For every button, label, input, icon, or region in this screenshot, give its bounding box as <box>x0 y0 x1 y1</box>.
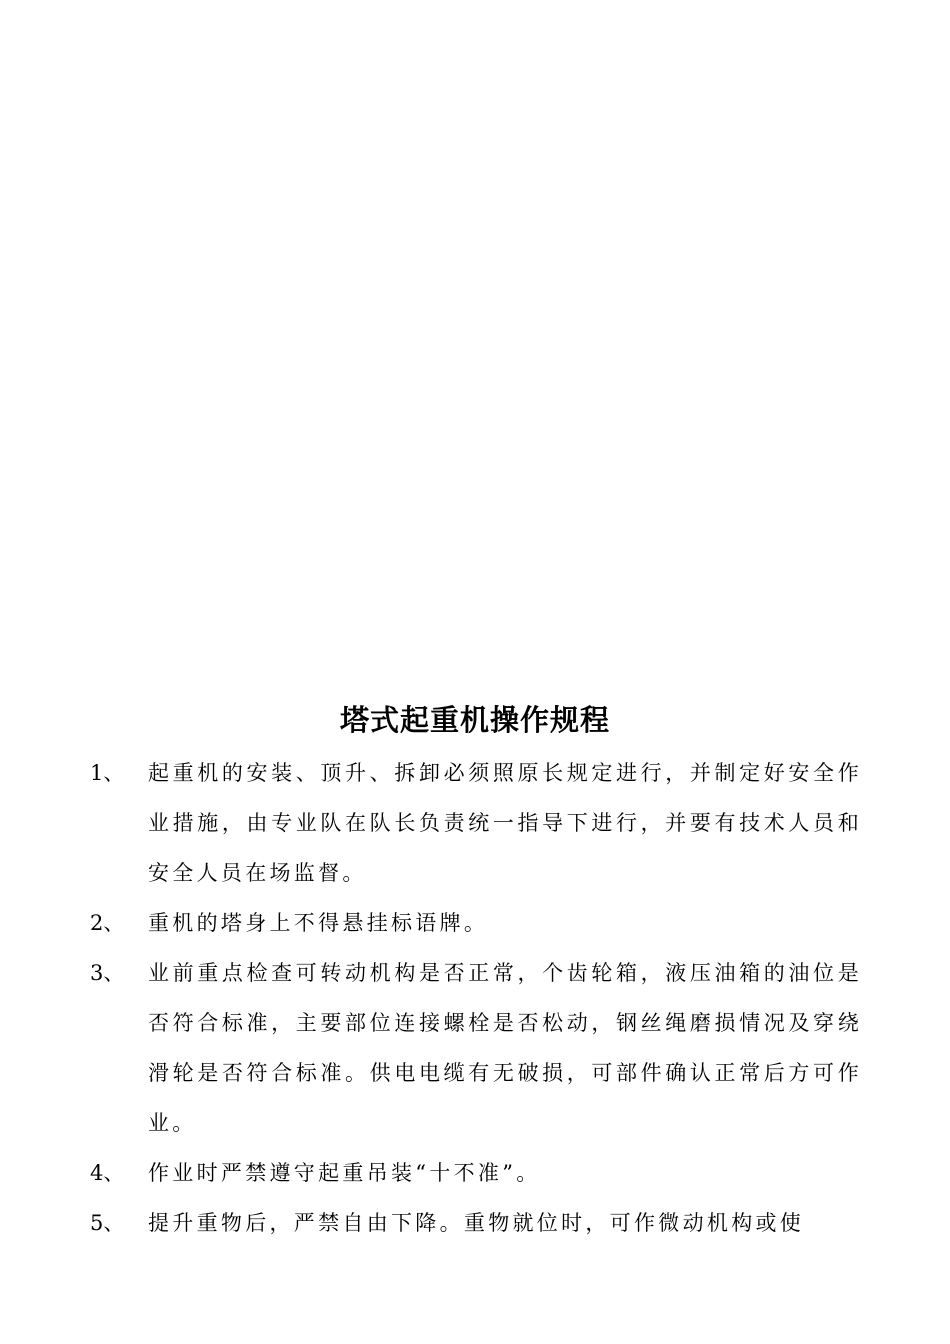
rule-text: 重机的塔身上不得悬挂标语牌。 <box>148 911 489 935</box>
rule-number: 3、 <box>90 961 125 985</box>
rule-item-5 <box>90 1198 862 1248</box>
rule-item-2 <box>90 898 862 948</box>
document-title: 塔式起重机操作规程 <box>339 703 610 737</box>
rule-item-1 <box>90 748 862 898</box>
rule-text: 作业时严禁遵守起重吊装“十不准”。 <box>148 1161 541 1185</box>
rule-number: 5、 <box>90 1211 125 1235</box>
rule-number: 4、 <box>90 1161 125 1185</box>
rule-text: 提升重物后，严禁自由下降。重物就位时，可作微动机构或使 <box>148 1211 805 1235</box>
rule-text: 业前重点检查可转动机构是否正常，个齿轮箱，液压油箱的油位是否符合标准，主要部位连接螺栓是否松动，钢丝绳磨损情况及穿绕滑轮是否符合标准。供电电缆有无破损，可部件确认正常后方可作业。 <box>148 961 862 1135</box>
rule-number: 2、 <box>90 911 125 935</box>
rule-item-3 <box>90 948 862 1148</box>
rule-number: 1、 <box>90 761 125 785</box>
rules-list <box>90 748 862 1248</box>
rule-text: 起重机的安装、顶升、拆卸必须照原长规定进行，并制定好安全作业措施，由专业队在队长负责统一指导下进行，并要有技术人员和安全人员在场监督。 <box>148 761 862 885</box>
rule-item-4 <box>90 1148 862 1198</box>
